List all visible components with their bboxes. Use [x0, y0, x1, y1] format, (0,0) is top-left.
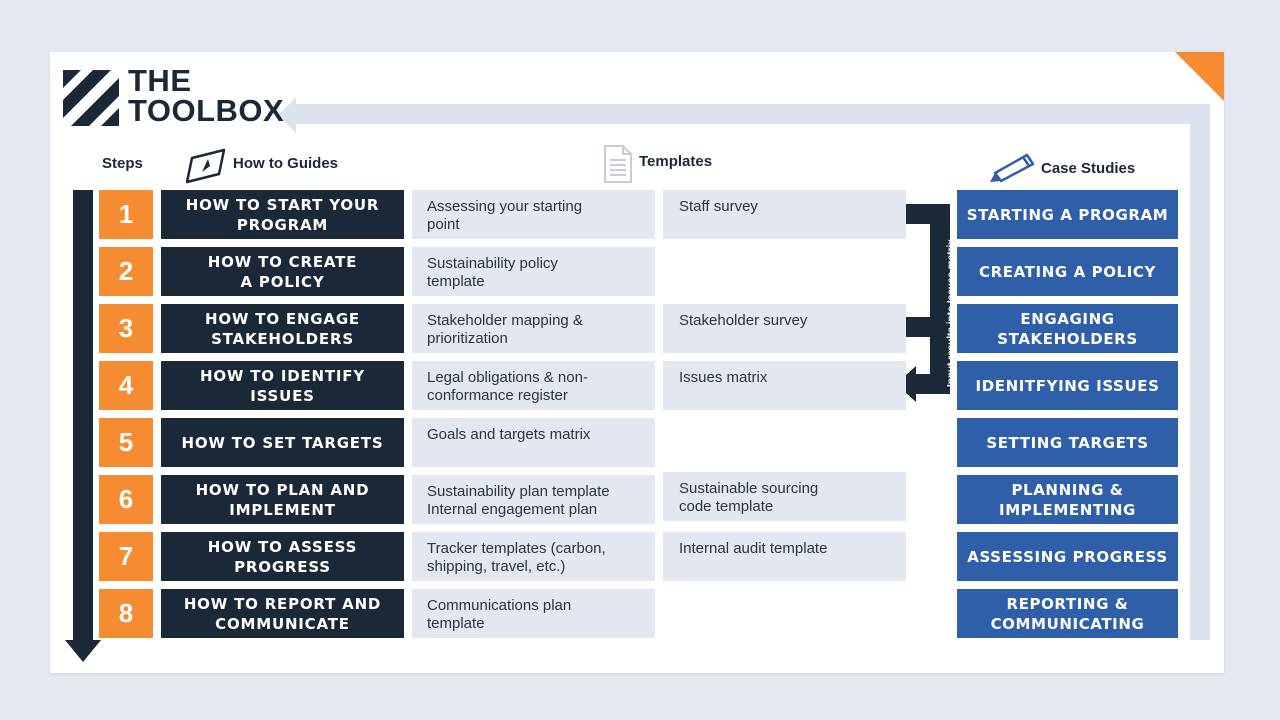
header-steps: Steps [102, 155, 143, 172]
template-secondary-item[interactable]: Staff survey [663, 190, 906, 239]
header-templates: Templates [639, 153, 713, 170]
case-study-engaging-stakeholders[interactable]: ENGAGING STAKEHOLDERS [957, 304, 1178, 353]
step-number: 4 [99, 361, 153, 410]
step-number: 1 [99, 190, 153, 239]
template-secondary-item[interactable]: Issues matrix [663, 361, 906, 410]
template-item[interactable]: Legal obligations & non- conformance register [412, 361, 655, 410]
step-number: 6 [99, 475, 153, 524]
template-item[interactable]: Sustainability plan template Internal engagement plan [412, 475, 655, 524]
guide-set-targets[interactable]: HOW TO SET TARGETS [161, 418, 404, 467]
case-study-setting-targets[interactable]: SETTING TARGETS [957, 418, 1178, 467]
template-item[interactable]: Goals and targets matrix [412, 418, 655, 467]
guide-assess-progress[interactable]: HOW TO ASSESS PROGRESS [161, 532, 404, 581]
issues-matrix-label: Input results into Issues matrix [946, 239, 957, 387]
brand-line-1: THE [128, 63, 192, 98]
template-item[interactable]: Sustainability policy template [412, 247, 655, 296]
case-study-assessing-progress[interactable]: ASSESSING PROGRESS [957, 532, 1178, 581]
case-study-identifying-issues[interactable]: IDENITFYING ISSUES [957, 361, 1178, 410]
template-secondary-item[interactable]: Internal audit template [663, 532, 906, 581]
header-guides: How to Guides [233, 155, 338, 172]
template-item[interactable]: Assessing your starting point [412, 190, 655, 239]
step-number: 3 [99, 304, 153, 353]
stakeholder-communication-label: Continual communication with stakeholders [81, 307, 95, 560]
step-number: 8 [99, 589, 153, 638]
template-item[interactable]: Communications plan template [412, 589, 655, 638]
template-item[interactable]: Stakeholder mapping & prioritization [412, 304, 655, 353]
guide-plan-implement[interactable]: HOW TO PLAN AND IMPLEMENT [161, 475, 404, 524]
guide-create-policy[interactable]: HOW TO CREATE A POLICY [161, 247, 404, 296]
case-study-creating-policy[interactable]: CREATING A POLICY [957, 247, 1178, 296]
step-number: 7 [99, 532, 153, 581]
guide-report-communicate[interactable]: HOW TO REPORT AND COMMUNICATE [161, 589, 404, 638]
guide-start-program[interactable]: HOW TO START YOUR PROGRAM [161, 190, 404, 239]
template-secondary-item[interactable]: Stakeholder survey [663, 304, 906, 353]
case-study-starting-program[interactable]: STARTING A PROGRAM [957, 190, 1178, 239]
case-study-reporting-communicating[interactable]: REPORTING & COMMUNICATING [957, 589, 1178, 638]
guide-engage-stakeholders[interactable]: HOW TO ENGAGE STAKEHOLDERS [161, 304, 404, 353]
guide-identify-issues[interactable]: HOW TO IDENTIFY ISSUES [161, 361, 404, 410]
template-item[interactable]: Tracker templates (carbon, shipping, travel, etc.) [412, 532, 655, 581]
step-number: 5 [99, 418, 153, 467]
case-study-planning-implementing[interactable]: PLANNING & IMPLEMENTING [957, 475, 1178, 524]
template-secondary-item[interactable]: Sustainable sourcing code template [663, 472, 906, 521]
header-case-studies: Case Studies [1041, 160, 1136, 177]
step-number: 2 [99, 247, 153, 296]
brand-line-2: TOOLBOX [128, 93, 285, 128]
